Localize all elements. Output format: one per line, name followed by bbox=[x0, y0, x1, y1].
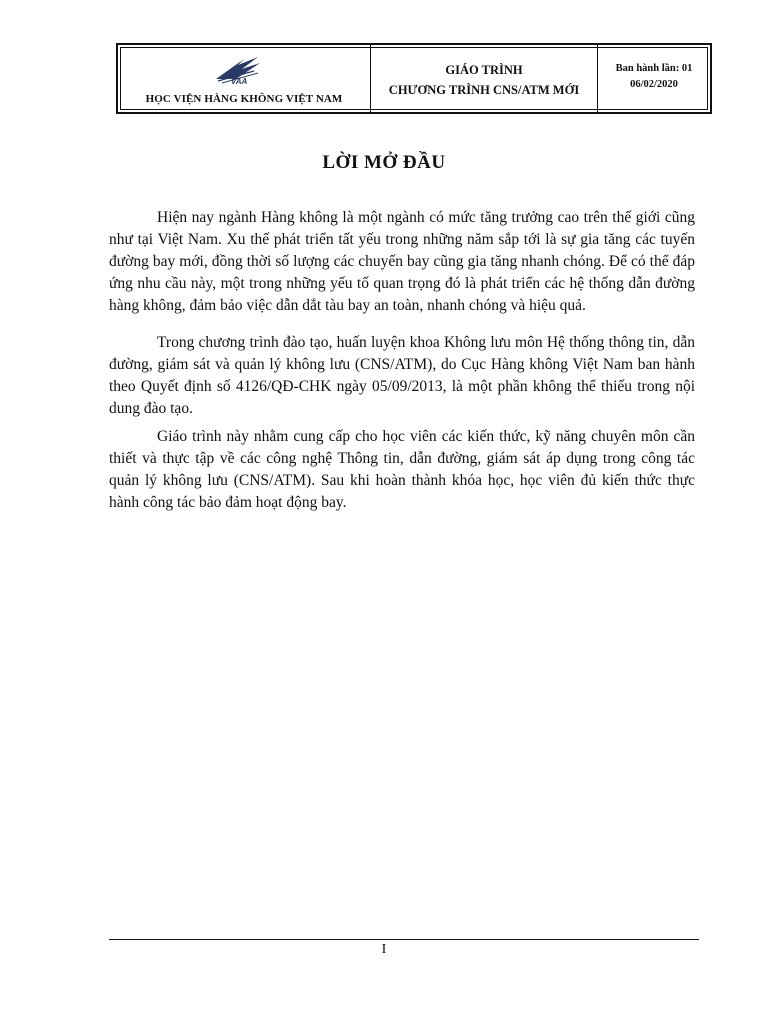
page-number: I bbox=[381, 942, 387, 957]
header-issue-cell bbox=[598, 45, 710, 112]
paragraph-1 bbox=[109, 207, 695, 317]
doc-type: GIÁO TRÌNH bbox=[445, 63, 523, 77]
issue-date: 06/02/2020 bbox=[630, 79, 678, 90]
document-header bbox=[116, 43, 712, 114]
issue-label: Ban hành lần: 01 bbox=[615, 63, 693, 74]
logo-text: VAA bbox=[231, 77, 248, 86]
paragraph-text: Giáo trình này nhằm cung cấp cho học viên các kiến thức, kỹ năng chuyên môn cần thiết và thực tập về các công nghệ Thông tin, dẫn đường, giám sát áp dụng trong công tác quản lý không lưu (CNS/ATM). Sau khi hoàn thành khóa học, học viên đủ kiến thức thực hành công tác bảo đảm hoạt động bay. bbox=[109, 428, 695, 511]
header-title-cell bbox=[371, 45, 598, 112]
paragraph-text: Trong chương trình đào tạo, huấn luyện khoa Không lưu môn Hệ thống thông tin, dẫn đường, giám sát và quản lý không lưu (CNS/ATM), do Cục Hàng không Việt Nam ban hành theo Quyết định số 4126/QĐ-CHK ngày 05/09/2013, là một phần không thể thiếu trong nội dung đào tạo. bbox=[109, 334, 695, 417]
paragraph-2 bbox=[109, 332, 695, 420]
institution-name: HỌC VIỆN HÀNG KHÔNG VIỆT NAM bbox=[145, 93, 343, 105]
footer-divider bbox=[109, 939, 699, 940]
page-title: LỜI MỞ ĐẦU bbox=[322, 152, 446, 173]
program-name: CHƯƠNG TRÌNH CNS/ATM MỚI bbox=[388, 83, 580, 97]
paragraph-3 bbox=[109, 426, 695, 514]
header-institution-cell bbox=[118, 45, 371, 112]
paragraph-text: Hiện nay ngành Hàng không là một ngành có mức tăng trưởng cao trên thế giới cũng như tại Việt Nam. Xu thế phát triển tất yếu trong những năm sắp tới là sự gia tăng các tuyến đường bay mới, đồng thời số lượng các chuyến bay cũng gia tăng nhanh chóng. Để có thể đáp ứng nhu cầu này, một trong những yếu tố quan trọng đó là phát triển các hệ thống dẫn đường hàng không, đảm bảo việc dẫn dắt tàu bay an toàn, nhanh chóng và hiệu quả. bbox=[109, 209, 695, 314]
